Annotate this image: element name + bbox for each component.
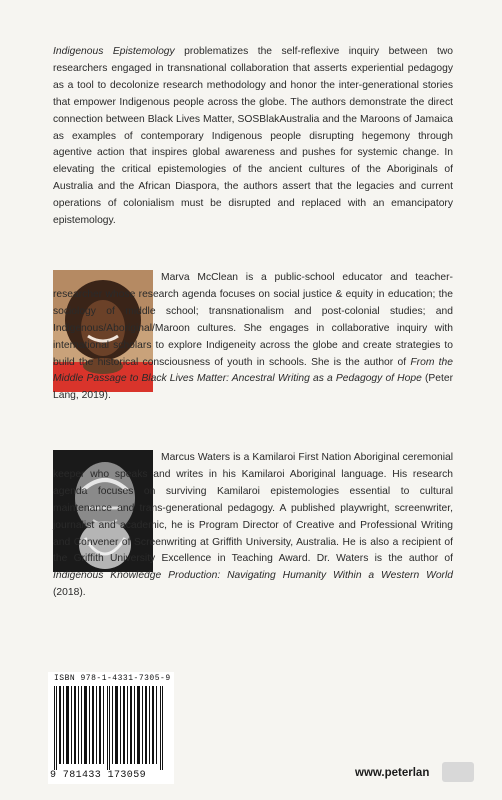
author2-book-title: Indigenous Knowledge Production: Navigating Humanity Within a Western World <box>53 570 453 582</box>
author2-book-note: (2018). <box>53 587 86 599</box>
watermark-overlay <box>442 762 474 782</box>
isbn-label: ISBN 978-1-4331-7305-9 <box>54 674 171 683</box>
author1-book-title: From the Middle Passage to Black Lives Matter: Ancestral Writing as a Pedagogy of Hope <box>53 356 453 385</box>
isbn-barcode <box>48 672 174 784</box>
author-bio-marva-mcclean <box>53 270 453 405</box>
author1-bio-text: Marva McClean is a public-school educator and teacher-researcher whose research agenda focuses on social justice & equity in education; the sociology of middle school; transnationalism and post-colonial studies; and Indigenous/Aboriginal/Maroon cultures. She engages in collaborative inquiry with international scholars to explore Indigeneity across the globe and create strategies to build the historical consciousness of youth in schools. She is the author of <box>53 272 453 368</box>
author2-bio-text: Marcus Waters is a Kamilaroi First Nation Aboriginal ceremonial keeper who speaks and writes in his Kamilaroi Aboriginal language. His research agenda focuses on surviving Kamilaroi epistemologies essential to cultural maintenance and trans-generational pedagogy. A published playwright, screenwriter, journalist and academic, he is Program Director of Creative and Professional Writing and Convener of Screenwriting at Griffith University, Australia. He is also a recipient of the Griffith University Excellence in Teaching Award. Dr. Waters is the author of <box>53 452 453 565</box>
book-blurb <box>53 44 453 230</box>
author1-book-note: (Peter Lang, 2019). <box>53 373 454 402</box>
author-bio-marcus-waters <box>53 450 453 602</box>
blurb-text: problematizes the self-reflexive inquiry between two researchers engaged in transnational collaboration that asserts experiential pedagogy as a tool to decolonize research methodology and honor the inter-generational stories that empower Indigenous people across the globe. The authors demonstrate the direct connection between Black Lives Matter, SOSBlakAustralia and the Maroons of Jamaica as examples of contemporary Indigenous people disrupting hegemony through agentive action that inspires global awareness and pushes for systemic change. In elevating the critical epistemologies of the ancient cultures of the Aboriginals of Australia and the African Diaspora, the authors assert that the legacies and current operations of colonialism must be disrupted and replaced with an emancipatory epistemology. <box>53 46 453 227</box>
publisher-website[interactable]: www.peterlan <box>355 767 430 779</box>
barcode-bars <box>52 686 170 770</box>
ean-digits: 9 781433 173059 <box>50 770 147 781</box>
blurb-title: Indigenous Epistemology <box>53 46 175 57</box>
